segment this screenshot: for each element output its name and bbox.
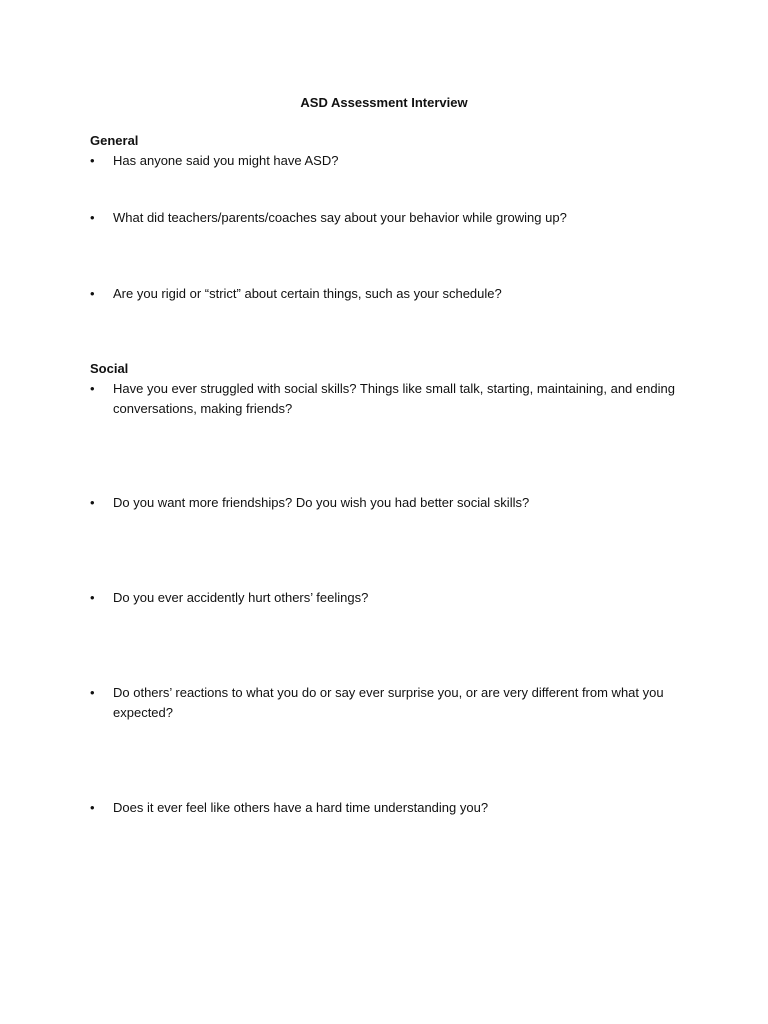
question-text: Have you ever struggled with social skills? Things like small talk, starting, maintaining, and ending conversations, making friends?	[113, 381, 675, 416]
bullet-icon: •	[90, 590, 95, 605]
question-text: Do others’ reactions to what you do or say ever surprise you, or are very different from what you expected?	[113, 685, 664, 720]
bullet-icon: •	[90, 286, 95, 301]
question-item	[90, 683, 680, 723]
bullet-icon: •	[90, 210, 95, 225]
question-item	[90, 284, 680, 304]
bullet-icon: •	[90, 381, 95, 396]
question-text: What did teachers/parents/coaches say about your behavior while growing up?	[113, 210, 567, 225]
bullet-icon: •	[90, 800, 95, 815]
bullet-icon: •	[90, 495, 95, 510]
document-title: ASD Assessment Interview	[300, 95, 468, 110]
question-item	[90, 493, 680, 513]
question-item	[90, 798, 680, 818]
bullet-icon: •	[90, 685, 95, 700]
question-text: Has anyone said you might have ASD?	[113, 153, 339, 168]
question-item	[90, 208, 680, 228]
question-text: Does it ever feel like others have a hard time understanding you?	[113, 800, 489, 815]
bullet-icon: •	[90, 153, 95, 168]
section-heading-social: Social	[90, 361, 129, 376]
section-heading-general: General	[90, 133, 139, 148]
question-text: Are you rigid or “strict” about certain things, such as your schedule?	[113, 286, 502, 301]
question-text: Do you want more friendships? Do you wish you had better social skills?	[113, 495, 530, 510]
question-item	[90, 151, 680, 171]
question-item	[90, 379, 680, 419]
question-item	[90, 588, 680, 608]
question-text: Do you ever accidently hurt others’ feelings?	[113, 590, 369, 605]
